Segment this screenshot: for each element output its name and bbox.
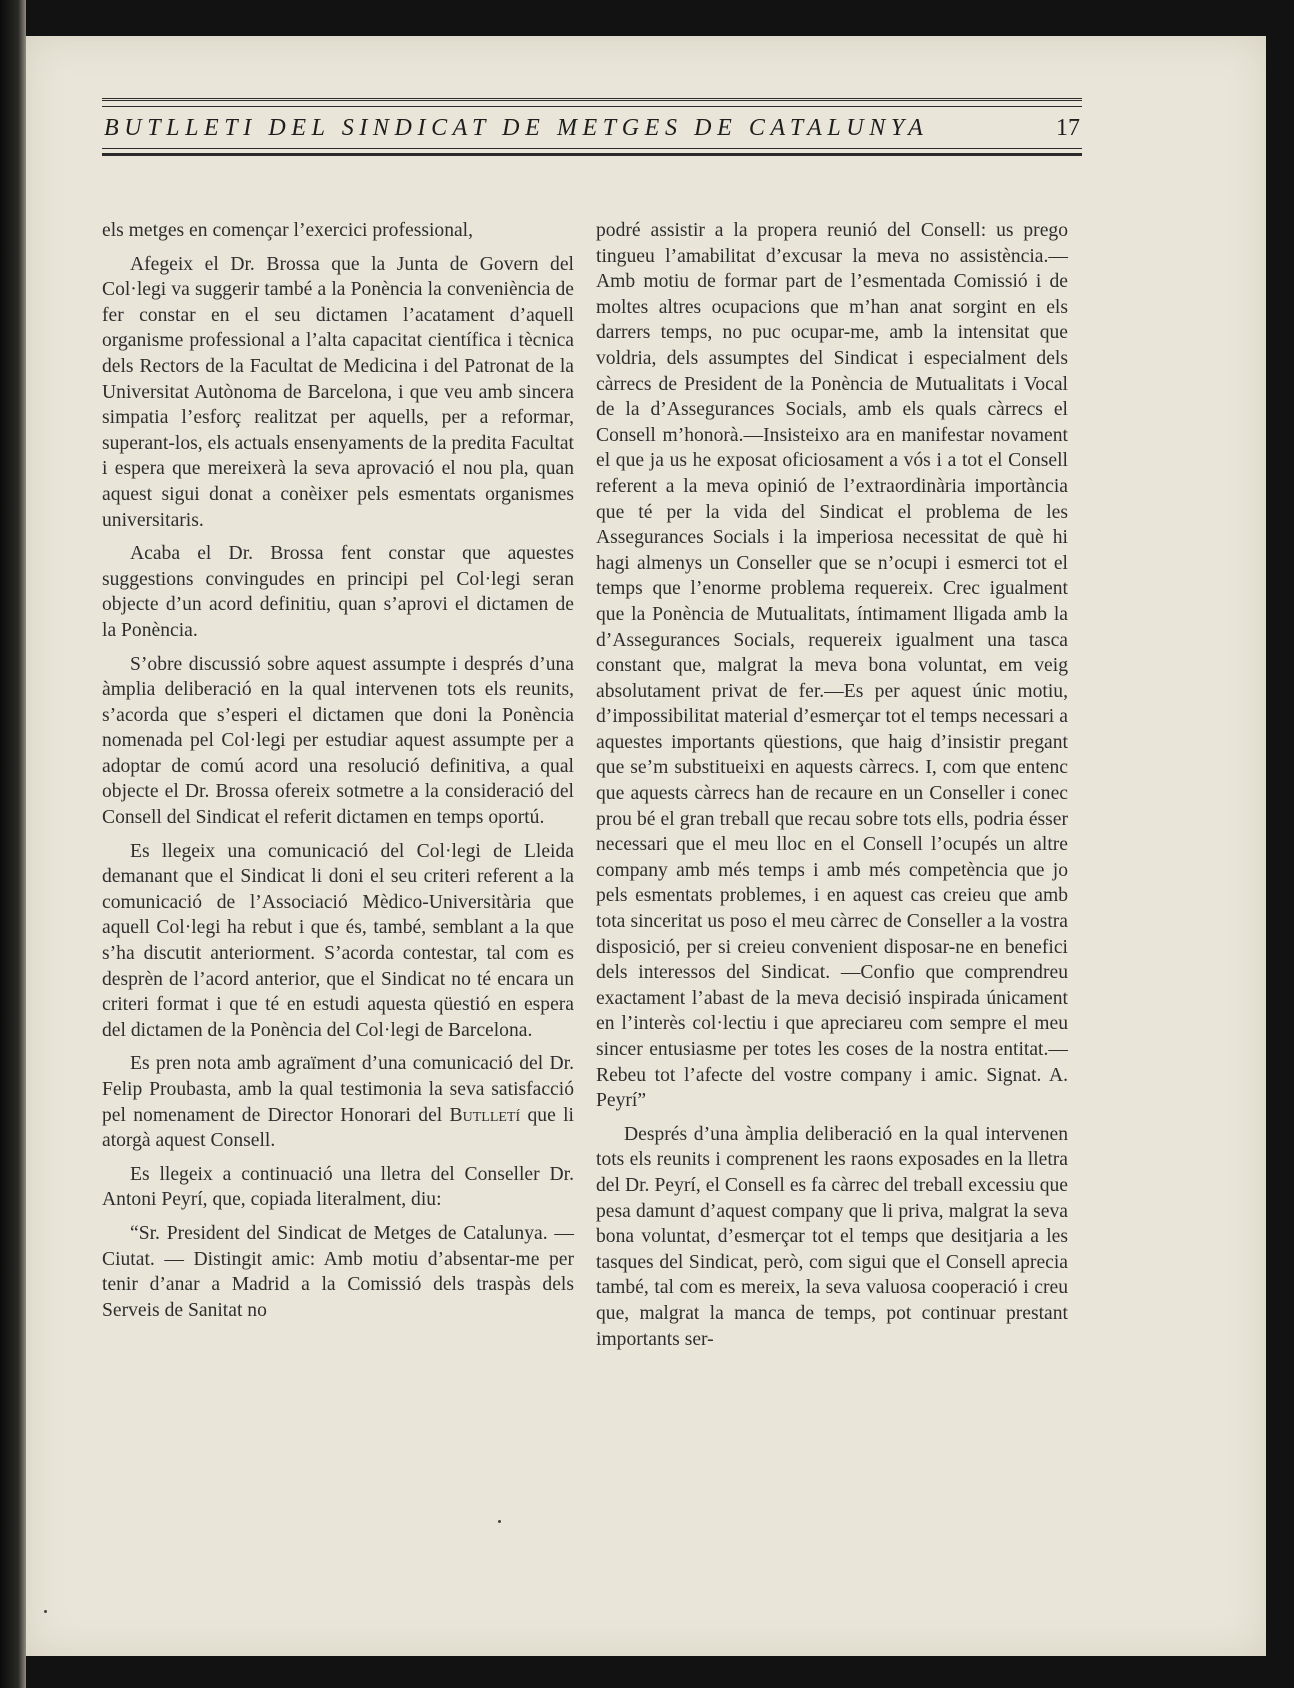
running-header xyxy=(102,98,1082,156)
paragraph: Es llegeix a continuació una lletra del Conseller Dr. Antoni Peyrí, que, copiada literalment, diu: xyxy=(102,1163,574,1211)
header-bottom-rule xyxy=(102,148,1082,156)
header-top-rule xyxy=(102,98,1082,107)
paragraph: Després d’una àmplia deliberació en la qual intervenen tots els reunits i comprenent les raons exposades en la lletra del Dr. Peyrí, el Consell es fa càrrec del treball excessiu que pesa damunt d’aquest company que li priva, malgrat la seva bona voluntat, d’esmerçar tot el temps que desitjaria a les tasques del Sindicat, però, com sigui que el Consell aprecia també, tal com es mereix, la seva valuosa cooperació i creu que, malgrat la manca de temps, pot continuar prestant importants ser- xyxy=(596,1123,1068,1350)
print-speck xyxy=(498,1520,501,1523)
text-run: que li atorgà aquest Consell. xyxy=(102,1104,574,1152)
paragraph: Afegeix el Dr. Brossa que la Junta de Govern del Col·legi va suggerir també a la Ponència la conveniència de fer constar en el seu dictamen l’acatament d’aquell organisme professional a l’alta capacitat científica i tècnica dels Rectors de la Facultat de Medicina i del Patronat de la Universitat Autònoma de Barcelona, i que veu amb sincera simpatia l’esforç realitzat per aquells, per a reformar, superant-los, els actuals ensenyaments de la predita Facultat i espera que mereixerà la seva aprovació el nou pla, quan aquest sigui donat a conèixer pels esmentats organismes universitaris. xyxy=(102,253,574,531)
paragraph: els metges en començar l’exercici professional, xyxy=(102,220,474,241)
paragraph: podré assistir a la propera reunió del Consell: us prego tingueu l’amabilitat d’excusar la meva no assistència.—Amb motiu de formar part de l’esmentada Comissió i de moltes altres ocupacions que m’han anat sorgint en els darrers temps, no puc ocupar-me, amb la intensitat que voldria, dels assumptes del Sindicat i especialment dels càrrecs de President de la Ponència de Mutualitats i Vocal de la d’Assegurances Socials, amb els quals càrrecs el Consell m’honorà.—Insisteixo ara en manifestar novament el que ja us he exposat oficiosament a vós i a tot el Consell referent a la meva opinió de l’extraordinària importància que té per la vida del Sindicat el problema de les Assegurances Socials i la imperiosa necessitat de què hi hagi almenys un Conseller que se n’ocupi i esmerci tot el temps que l’enorme problema requereix. Crec igualment que la Ponència de Mutualitats, íntimament lligada amb la d’Assegurances Socials, requereix igualment una tasca constant que, malgrat la meva bona voluntat, em veig absolutament privat de fer.—Es per aquest únic motiu, d’impossibilitat material d’esmerçar tot el temps necessari a aquestes importants qüestions, que haig d’insistir pregant que se’m substitueixi en aquests càrrecs. I, com que entenc que aquests càrrecs han de recaure en un Conseller i conec prou bé el gran treball que recau sobre tots ells, podria ésser necessari que el meu lloc en el Consell l’ocupés un altre company amb més temps i amb més competència que jo pels esmentats problemes, i en aquest cas creieu que amb tota sinceritat us poso el meu càrrec de Conseller a la vostra disposició, per si creieu convenient disposar-ne en benefici dels interessos del Sindicat. —Confio que comprendreu exactament l’abast de la meva decisió inspirada únicament en l’interès col·lectiu i que apreciareu com sempre el meu sincer entusiasme per totes les coses de la nostra entitat.—Rebeu tot l’afecte del vostre company i amic. Signat. A. Peyrí” xyxy=(596,220,1068,1112)
left-column xyxy=(102,218,574,1331)
page-edge-shadow xyxy=(0,0,26,1688)
paragraph: Es llegeix una comunicació del Col·legi de Lleida demanant que el Sindicat li doni el seu criteri referent a la comunicació de l’Associació Mèdico-Universitària que aquell Col·legi ha rebut i que és, també, semblant a la que s’ha discutit anteriorment. S’acorda contestar, tal com es desprèn de l’acord anterior, que el Sindicat no té encara un criteri format i que té en estudi aquesta qüestió en espera del dictamen de la Ponència del Col·legi de Barcelona. xyxy=(102,840,574,1041)
journal-title: BUTLLETI DEL SINDICAT DE METGES DE CATALUNYA xyxy=(104,115,929,141)
bulletin-name: Butlletí xyxy=(449,1104,521,1126)
print-speck xyxy=(44,1610,47,1613)
paragraph xyxy=(102,1051,574,1153)
page-number: 17 xyxy=(1056,115,1080,141)
header-row xyxy=(102,107,1082,148)
paragraph: S’obre discussió sobre aquest assumpte i després d’una àmplia deliberació en la qual intervenen tots els reunits, s’acorda que s’esperi el dictamen que doni la Ponència nomenada pel Col·legi per estudiar aquest assumpte per a adoptar de comú acord una resolució definitiva, a qual objecte el Dr. Brossa ofereix sotmetre a la consideració del Consell del Sindicat el referit dictamen en temps oportú. xyxy=(102,653,574,829)
paragraph: Acaba el Dr. Brossa fent constar que aquestes suggestions convingudes en principi pel Col·legi seran objecte d’un acord definitiu, quan s’aprovi el dictamen de la Ponència. xyxy=(102,543,574,641)
right-column xyxy=(596,218,1068,1360)
paragraph: “Sr. President del Sindicat de Metges de Catalunya. — Ciutat. — Distingit amic: Amb motiu d’absentar-me per tenir d’anar a Madrid a la Comissió dels traspàs dels Serveis de Sanitat no xyxy=(102,1222,574,1321)
text-run: Es pren nota amb agraïment d’una comunicació del Dr. Felip Proubasta, amb la qual testimonia la seva satisfacció pel nomenament de Director Honorari del xyxy=(102,1053,574,1126)
